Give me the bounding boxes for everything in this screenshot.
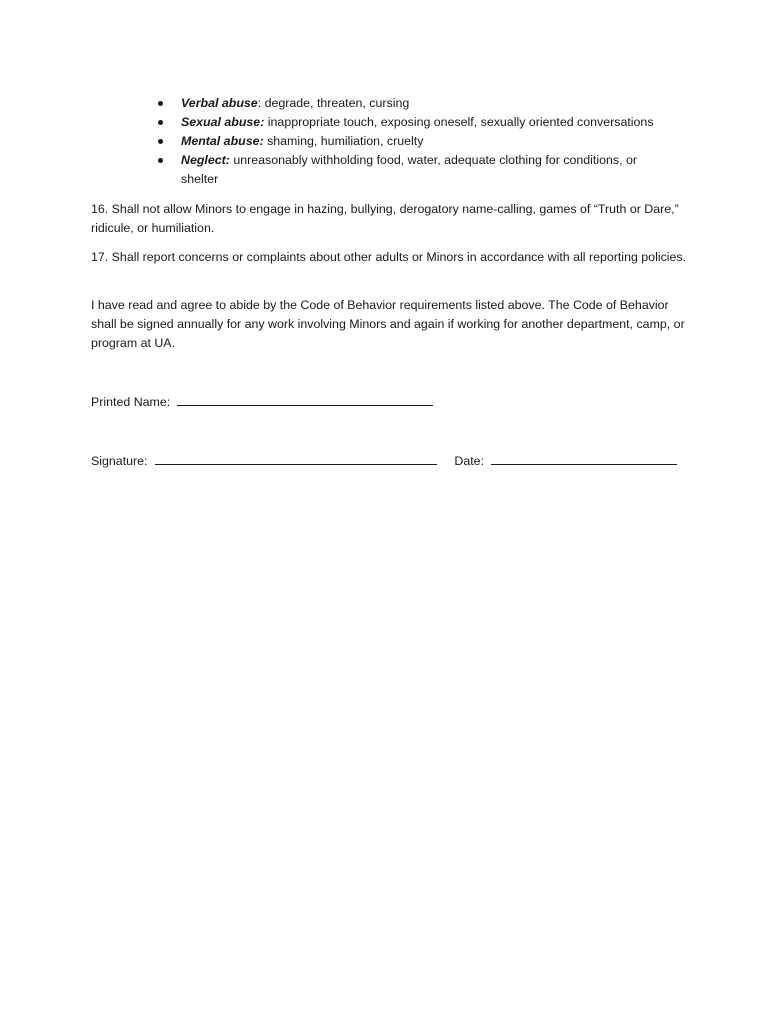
list-item — [156, 94, 676, 113]
list-item — [156, 113, 676, 132]
printed-name-row — [91, 392, 433, 412]
bullet-term: Neglect: — [181, 153, 230, 167]
bullet-icon — [158, 101, 163, 106]
item-17-paragraph: 17. Shall report concerns or complaints about other adults or Minors in accordance with all reporting policies. — [91, 250, 687, 264]
bullet-icon — [158, 158, 163, 163]
bullet-text: degrade, threaten, cursing — [261, 96, 410, 110]
bullet-icon — [158, 120, 163, 125]
bullet-text: shaming, humiliation, cruelty — [263, 134, 424, 148]
bullet-term: Sexual abuse: — [181, 115, 265, 129]
date-field[interactable] — [491, 451, 677, 465]
bullet-text: inappropriate touch, exposing oneself, sexually oriented conversations — [264, 115, 654, 129]
list-item — [156, 151, 676, 189]
list-item — [156, 132, 676, 151]
bullet-text: unreasonably withholding food, water, adequate clothing for conditions, or shelter — [181, 153, 637, 186]
signature-row — [91, 451, 677, 471]
bullet-term: Verbal abuse — [181, 96, 258, 110]
printed-name-field[interactable] — [177, 392, 433, 406]
agreement-paragraph: I have read and agree to abide by the Code of Behavior requirements listed above. The Code of Behavior shall be signed annually for any work involving Minors and again if working for another department, camp, or program at UA. — [91, 298, 685, 350]
bullet-icon — [158, 139, 163, 144]
date-label: Date: — [454, 454, 485, 468]
printed-name-label: Printed Name: — [91, 395, 171, 409]
signature-label: Signature: — [91, 454, 148, 468]
bullet-term: Mental abuse: — [181, 134, 264, 148]
signature-field[interactable] — [155, 451, 437, 465]
item-16-paragraph: 16. Shall not allow Minors to engage in hazing, bullying, derogatory name-calling, games of “Truth or Dare,” ridicule, or humiliation. — [91, 202, 679, 235]
abuse-types-list — [156, 94, 676, 189]
bullet-separator: : — [257, 96, 262, 110]
